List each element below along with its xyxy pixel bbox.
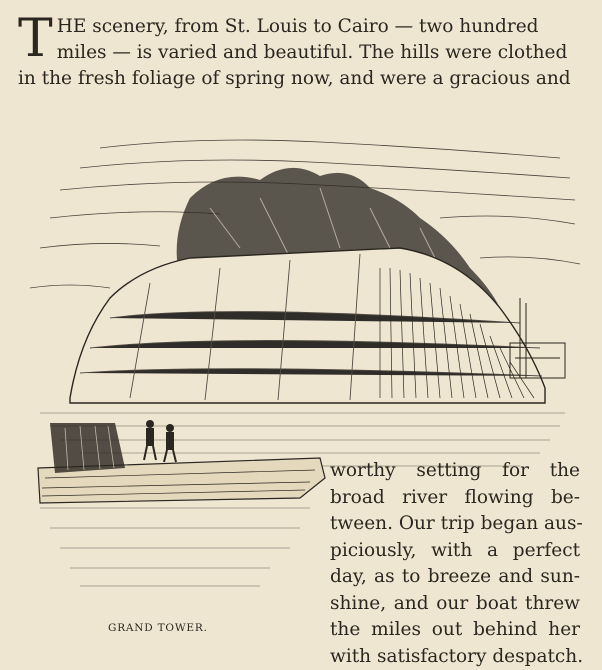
opening-text: HE scenery, from St. Louis to Cairo — two hundred miles — is varied and beautiful. The hills were clothed in the fresh foliage of spring now, and were a gracious and bbox=[18, 16, 571, 89]
continuation-line: shine, and our boat threw bbox=[330, 591, 580, 618]
drop-cap: T bbox=[18, 18, 53, 60]
continuation-line: tween. Our trip began aus- bbox=[330, 511, 580, 538]
continuation-paragraph bbox=[330, 458, 580, 670]
continuation-line: with satisfactory despatch. bbox=[330, 644, 580, 670]
continuation-line: broad river flowing be- bbox=[330, 485, 580, 512]
opening-paragraph bbox=[18, 14, 586, 92]
continuation-line: day, as to breeze and sun- bbox=[330, 564, 580, 591]
grand-tower-rock bbox=[70, 248, 545, 403]
continuation-line: the miles out behind her bbox=[330, 617, 580, 644]
continuation-line: worthy setting for the bbox=[330, 458, 580, 485]
illustration-caption: GRAND TOWER. bbox=[108, 622, 208, 634]
continuation-line: piciously, with a perfect bbox=[330, 538, 580, 565]
